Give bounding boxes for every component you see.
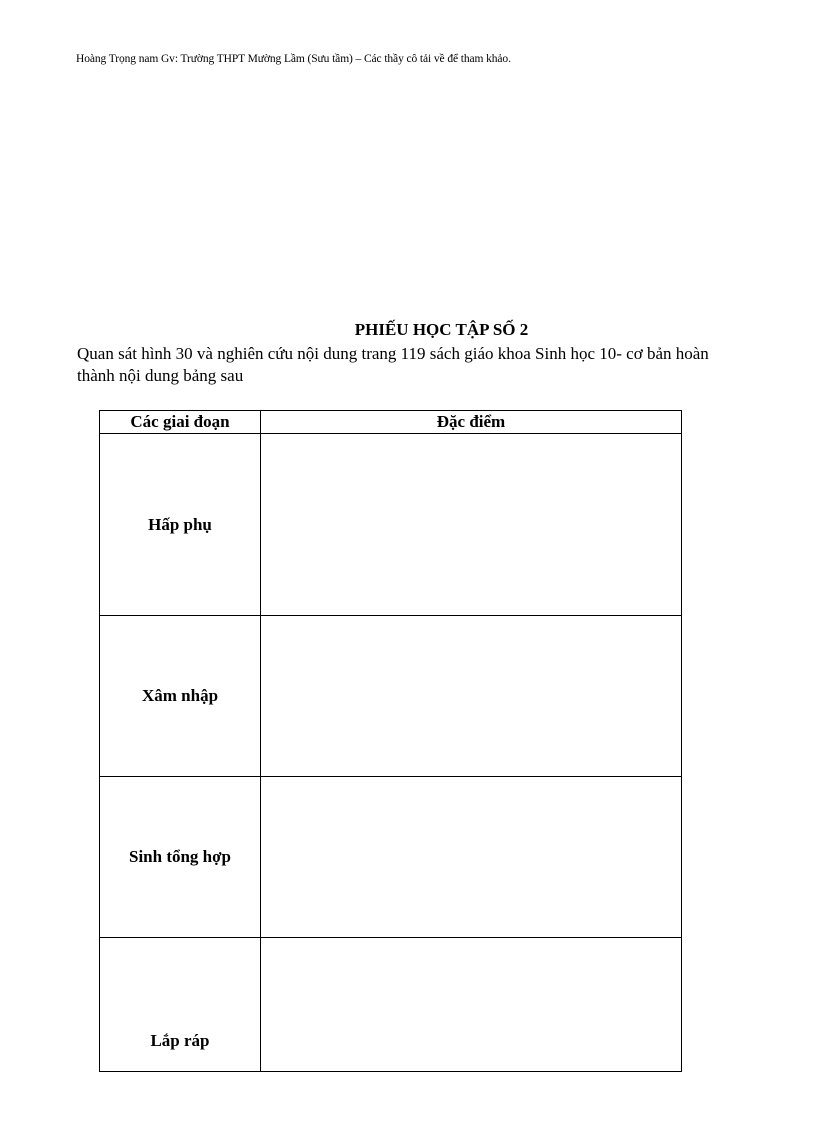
table-row: [100, 434, 682, 616]
column-header-features: Đặc điểm: [261, 411, 682, 434]
stage-cell: Hấp phụ: [100, 434, 261, 616]
instruction-text: Quan sát hình 30 và nghiên cứu nội dung trang 119 sách giáo khoa Sinh học 10- cơ bản hoàn thành nội dung bảng sau: [77, 344, 709, 385]
stage-cell: Sinh tổng hợp: [100, 777, 261, 938]
table-row: [100, 938, 682, 1072]
worksheet-table: [99, 410, 682, 1072]
table-row: [100, 777, 682, 938]
column-header-stages: Các giai đoạn: [100, 411, 261, 434]
feature-answer-cell[interactable]: [261, 434, 682, 616]
feature-answer-cell[interactable]: [261, 777, 682, 938]
table-header-row: [100, 411, 682, 434]
feature-answer-cell[interactable]: [261, 616, 682, 777]
table-row: [100, 616, 682, 777]
feature-answer-cell[interactable]: [261, 938, 682, 1072]
stage-cell: Lắp ráp: [100, 938, 261, 1072]
stage-cell: Xâm nhập: [100, 616, 261, 777]
header-note: Hoàng Trọng nam Gv: Trường THPT Mường Lầm (Sưu tầm) – Các thầy cô tải về để tham khảo.: [76, 53, 511, 65]
worksheet-title: PHIẾU HỌC TẬP SỐ 2: [354, 320, 529, 339]
